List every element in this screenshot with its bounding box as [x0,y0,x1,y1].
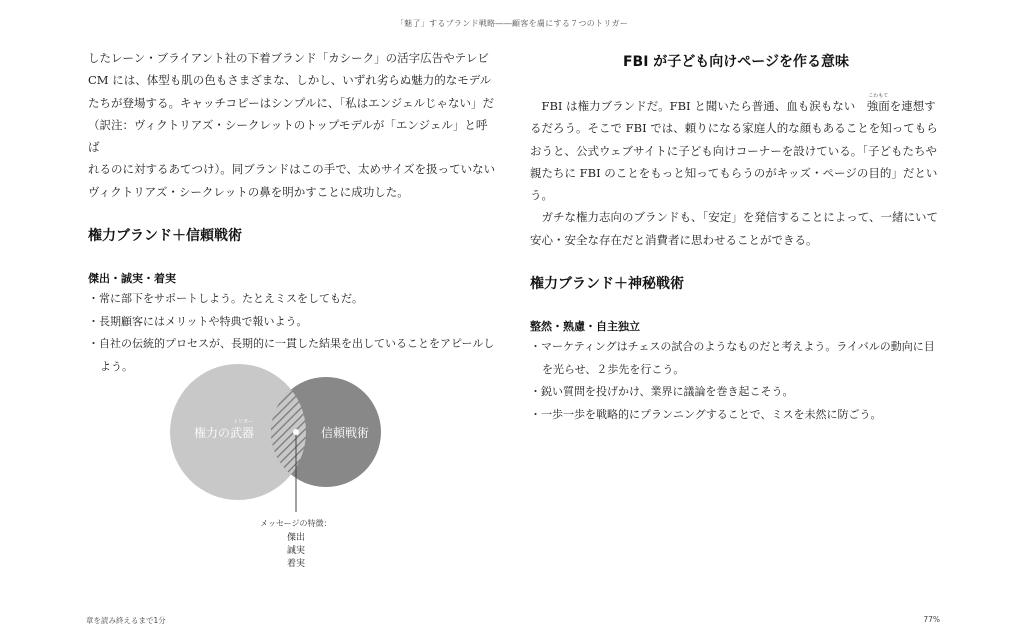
right-page [530,45,942,426]
trait: 着実 [286,559,305,569]
paragraph [530,95,942,206]
ruby-text: こわもて [868,93,889,99]
paragraph-text: FBI は権力ブランドだ。FBI と聞いたら普通、血も涙もない [541,99,856,113]
ruby-base: 強面 [866,99,890,113]
paragraph: ガチな権力志向のブランドも、「安定」を発信することによって、一緒にいて安心・安全な存在だと消費者に思わせることができる。 [530,210,939,247]
venn-right-label: 信頼戦術 [321,426,370,440]
section-heading: 権力ブランド＋信頼戦術 [88,228,242,245]
text-line: （訳注：ヴィクトリアズ・シークレットのトップモデルが「エンジェル」と呼ば [88,117,488,155]
bullet-list [530,336,942,426]
book-title: 「魅了」するブランド戦略――顧客を虜にする７つのトリガー [395,19,629,28]
text-line: したレーン・ブライアント社の下着ブランド「カシーク」の活字広告やテレビ [88,51,489,65]
trait: 誠実 [286,546,305,556]
text-line: れるのに対するあてつけ）。同ブランドはこの手で、太めサイズを扱っていない [88,162,496,177]
ruby-word [855,95,890,117]
reading-progress: 77% [923,615,940,624]
subhead: 傑出・誠実・着実 [88,272,176,286]
list-item: ・ 自社の伝統的プロセスが、長期的に一貫した結果を出していることをアピールしよう。 [88,333,498,378]
trait: 傑出 [286,533,305,543]
list-item: ・ マーケティングはチェスの試合のようなものだと考えよう。ライバルの動向に目を光らせ、２歩先を行こう。 [530,336,942,381]
list-item: ・ 長期顧客にはメリットや特典で報いよう。 [88,311,498,334]
page-title: FBI が子ども向けページを作る意味 [622,54,850,70]
venn-ruby: トリガー [233,419,253,425]
left-page [88,45,498,378]
venn-left-label: 権力の武器 [194,426,255,440]
list-item: ・ 鋭い質問を投げかけ、業界に議論を巻き起こそう。 [530,381,942,404]
intro-paragraph [88,47,498,203]
text-line: たちが登場する。キャッチコピーはシンプルに、「私はエンジェルじゃない」だ [88,95,495,110]
paragraph-text: を連想する [530,99,936,136]
list-item: ・ 一歩一歩を戦略的にプランニングすることで、ミスを未然に防ごう。 [530,404,942,427]
traits-label: メッセージの特徴： [260,519,332,528]
section-heading: 権力ブランド＋神秘戦術 [530,276,684,293]
venn-diagram [170,360,420,580]
text-line: CM には、体型も肌の色もさまざまな、しかし、いずれ劣らぬ魅力的なモデル [88,73,492,88]
paragraph-text: だろう。そこで FBI では、頼りになる家庭人的な顔もあることを知ってもらおうと、公式ウェブサイトに子ども向けコーナーを設けている。「子どもたちや親たちに FBI のことをもっと知ってもらうのがキッズ・ページの目的」だという。 [530,121,938,203]
subhead: 整然・熟慮・自主独立 [530,320,640,334]
fbi-paragraph [530,95,942,251]
overlap-marker [293,429,299,435]
list-item: ・ 常に部下をサポートしよう。たとえミスをしてもだ。 [88,288,498,311]
traits-list [280,532,312,571]
reading-time-remaining: 章を読み終えるまで1分 [86,616,166,625]
text-line: ヴィクトリアズ・シークレットの鼻を明かすことに成功した。 [88,184,409,199]
